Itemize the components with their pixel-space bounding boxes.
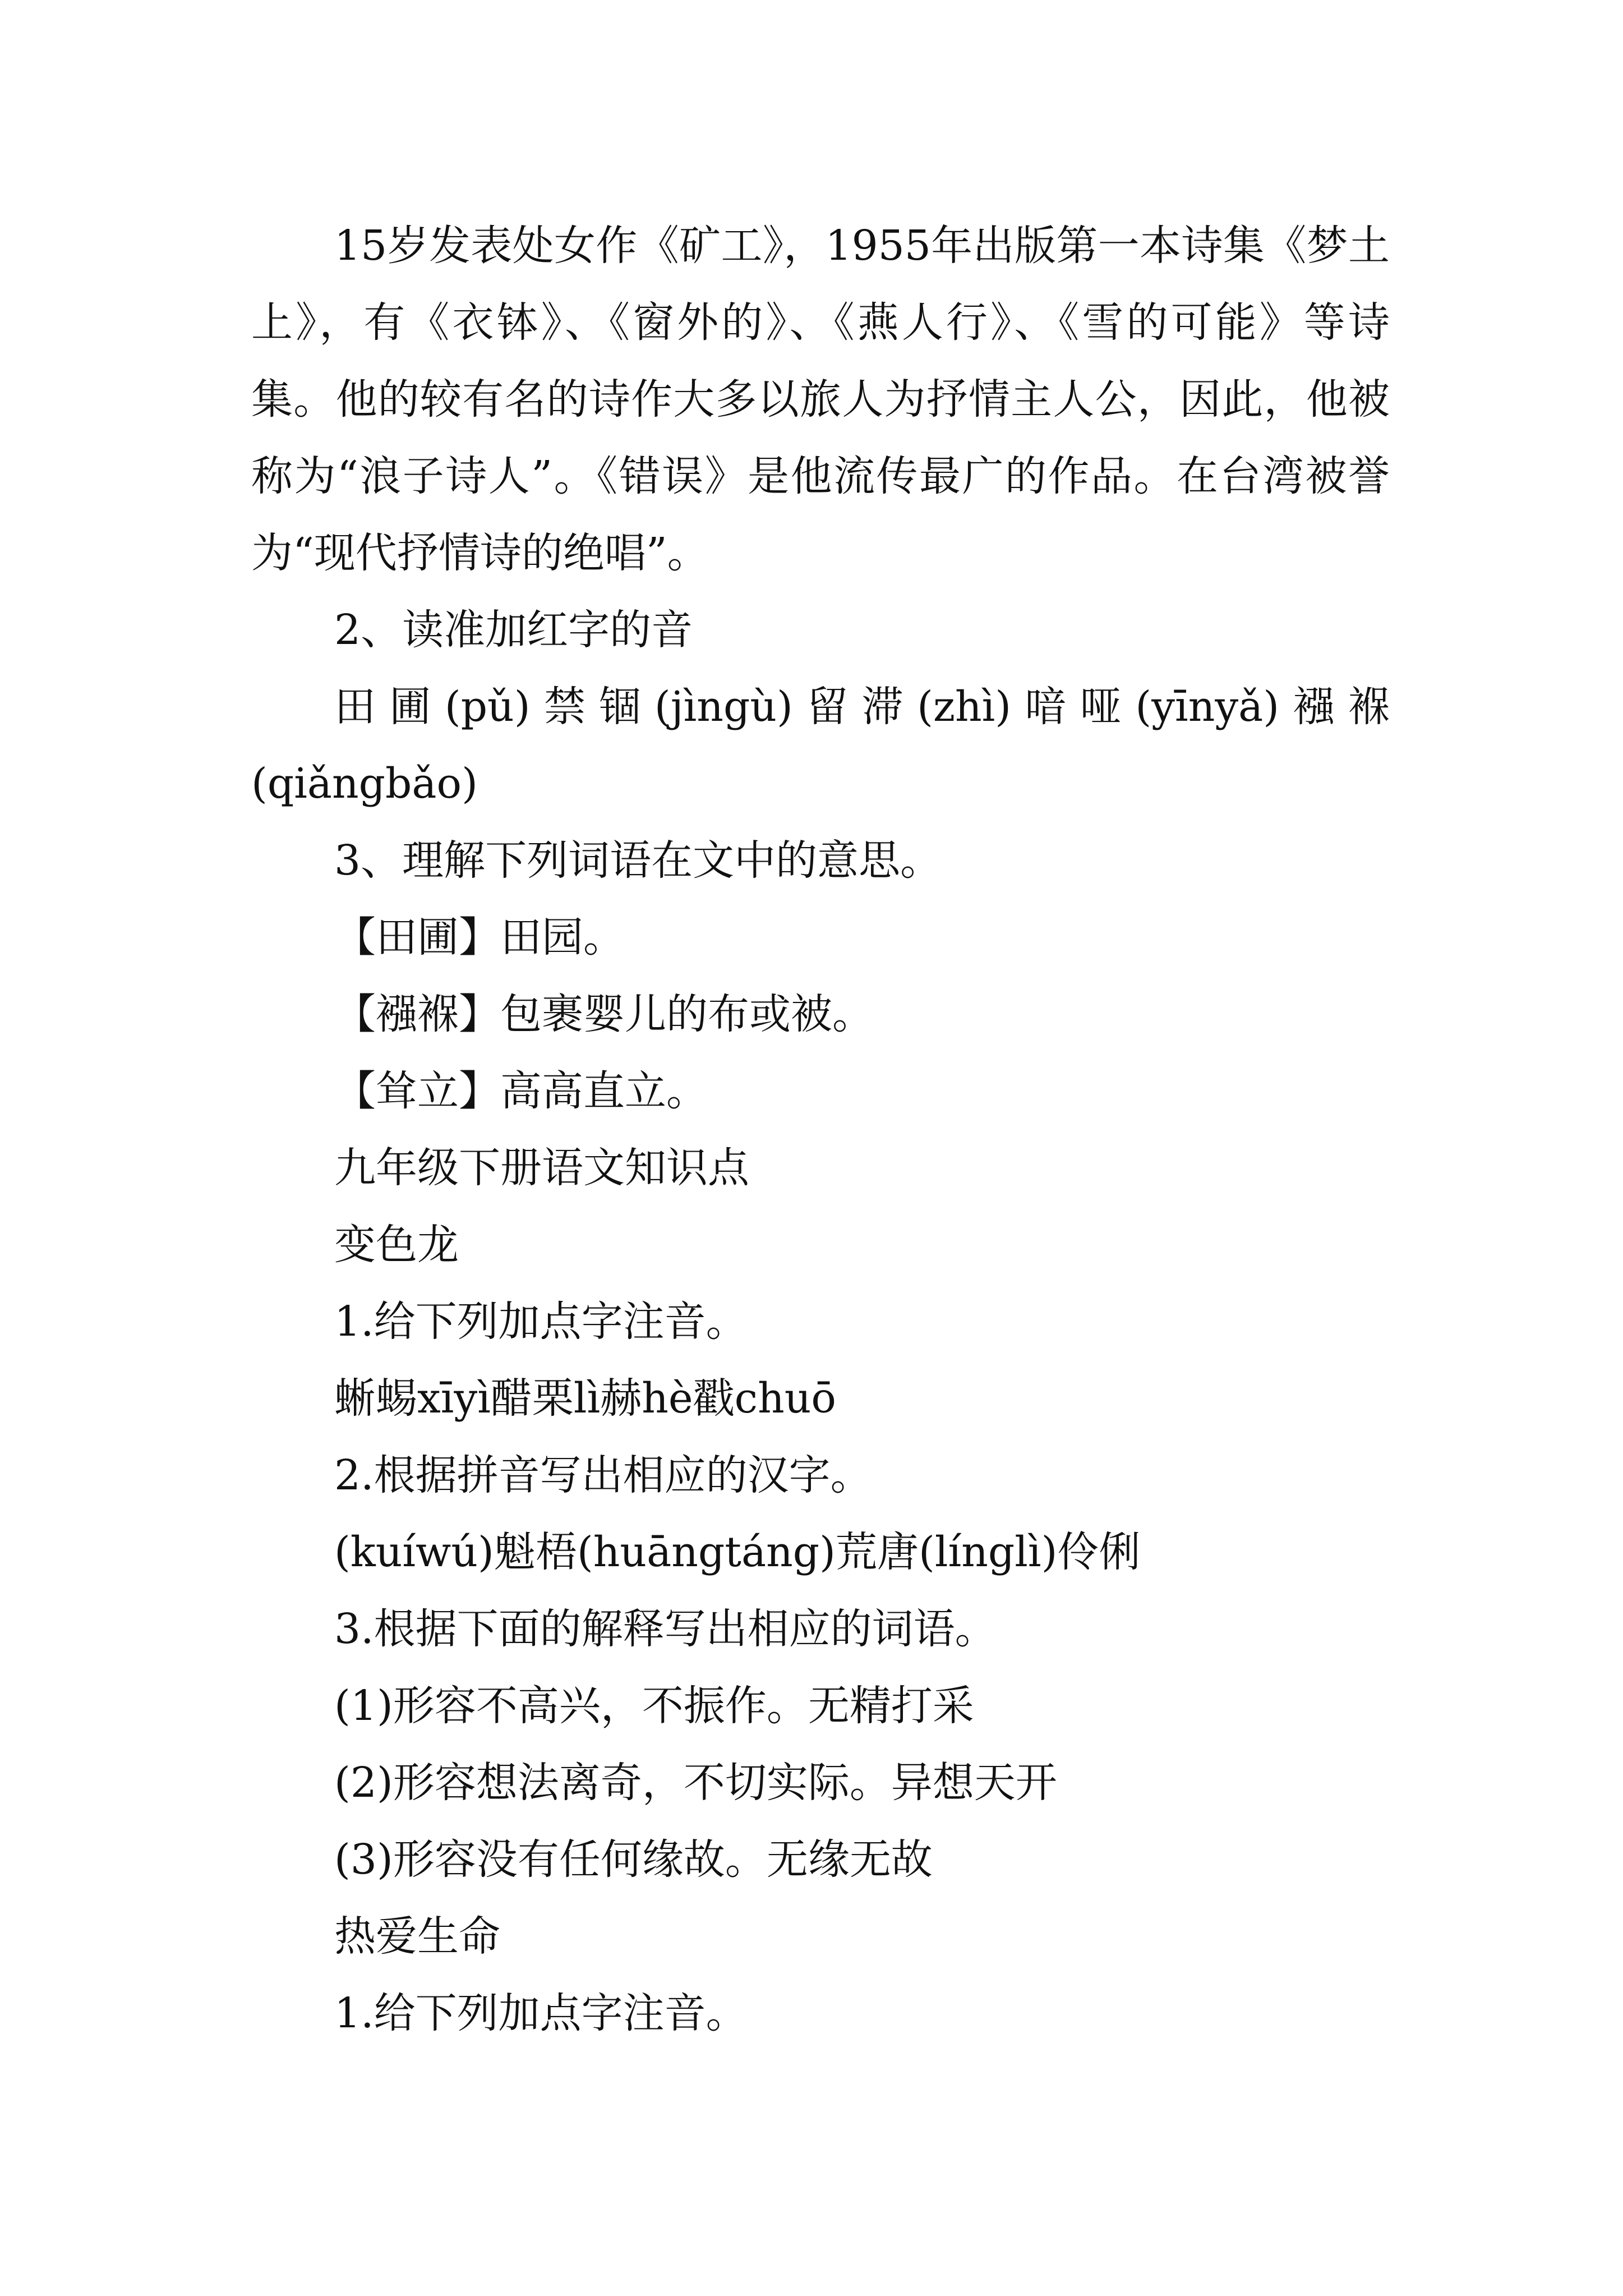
question-heading: 1.给下列加点字注音。	[334, 1297, 748, 1346]
document-body	[251, 208, 1390, 2052]
question-item: (2)形容想法离奇，不切实际。异想天开	[334, 1759, 1057, 1807]
lesson-title: 变色龙	[334, 1221, 459, 1269]
definition-item: 【耸立】高高直立。	[334, 1067, 708, 1115]
question-heading: 1.给下列加点字注音。	[334, 1989, 748, 2037]
lesson-title: 热爱生命	[334, 1912, 500, 1961]
book-title: 九年级下册语文知识点	[334, 1144, 749, 1192]
question-item: (3)形容没有任何缘故。无缘无故	[334, 1835, 933, 1884]
definition-item: 【襁褓】包裹婴儿的布或被。	[334, 990, 874, 1038]
intro-paragraph: 15岁发表处女作《矿工》，1955年出版第一本诗集《梦土上》，有《衣钵》、《窗外的》、《燕人行》、《雪的可能》等诗集。他的较有名的诗作大多以旅人为抒情主人公，因此，他被称为“浪子诗人”。《错误》是他流传最广的作品。在台湾被誉为“现代抒情诗的绝唱”。	[251, 222, 1390, 577]
question-content: (kuíwú)魁梧(huāngtáng)荒唐(línglì)伶俐	[334, 1528, 1141, 1576]
question-item: (1)形容不高兴，不振作。无精打采	[334, 1682, 974, 1730]
section-heading-vocabulary: 3、理解下列词语在文中的意思。	[334, 836, 942, 885]
definition-item: 【田圃】田园。	[334, 913, 625, 961]
pinyin-paragraph: 田圃(pǔ)禁锢(jìngù)留滞(zhì)喑哑(yīnyǎ)襁褓(qiǎngbǎo)	[251, 683, 1390, 808]
section-heading-pronunciation: 2、读准加红字的音	[334, 606, 693, 654]
question-content: 蜥蜴xīyì醋栗lì赫hè戳chuō	[334, 1374, 836, 1423]
question-heading: 3.根据下面的解释写出相应的词语。	[334, 1605, 997, 1653]
question-heading: 2.根据拼音写出相应的汉字。	[334, 1451, 872, 1499]
